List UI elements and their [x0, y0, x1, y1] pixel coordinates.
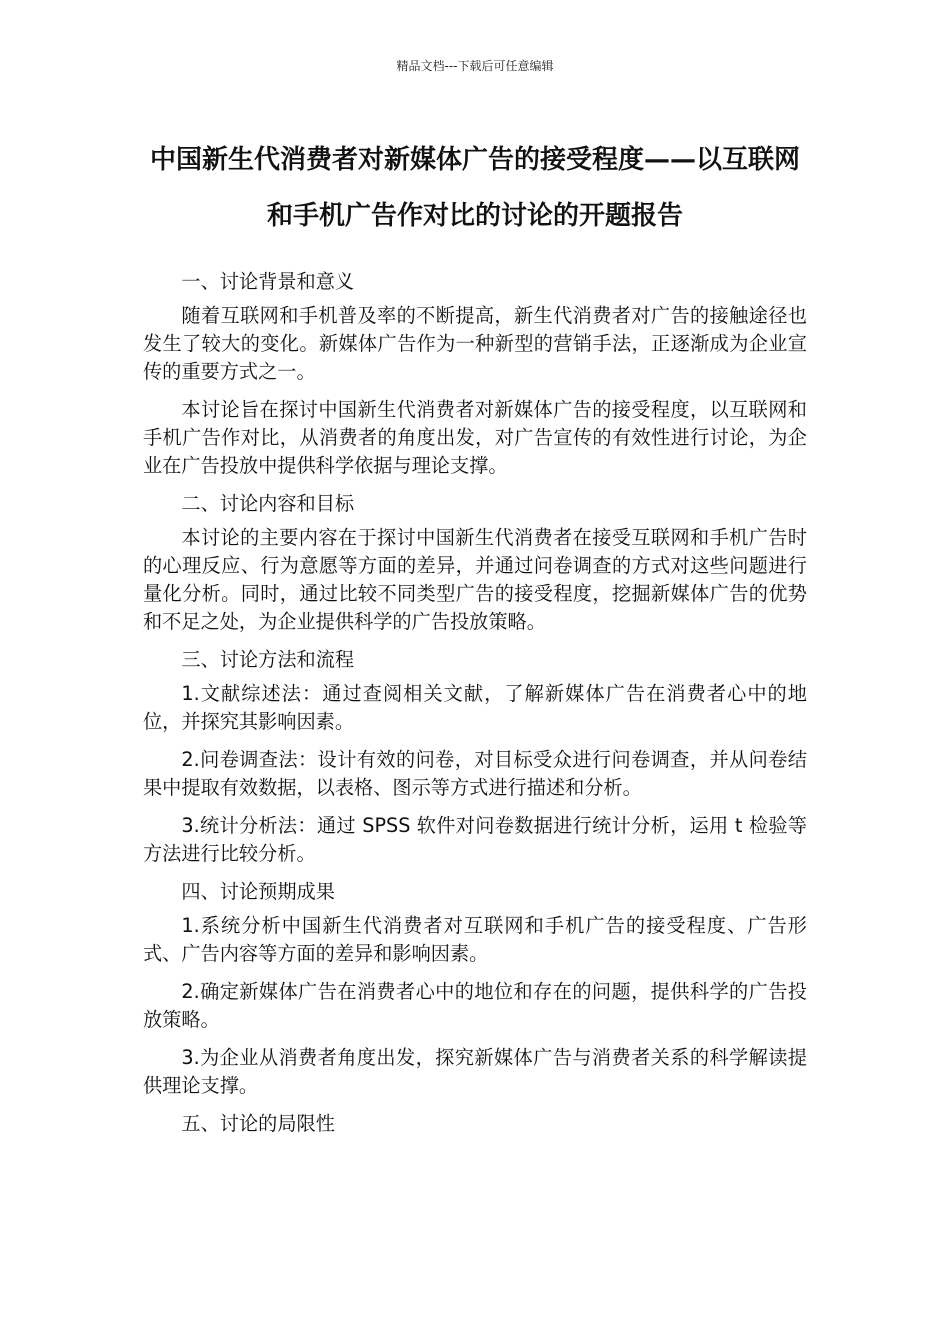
section-heading: 五、讨论的局限性: [181, 1112, 335, 1135]
section-heading: 二、讨论内容和目标: [181, 492, 355, 515]
paragraph: 3.为企业从消费者角度出发，探究新媒体广告与消费者关系的科学解读提供理论支撑。: [143, 1046, 807, 1097]
section-heading: 四、讨论预期成果: [181, 880, 335, 903]
paragraph: 3.统计分析法：通过 SPSS 软件对问卷数据进行统计分析，运用 t 检验等方法进行比较分析。: [143, 814, 807, 865]
section-heading: 一、讨论背景和意义: [181, 270, 355, 293]
document-body: [143, 268, 807, 1144]
header-note: 精品文档---下载后可任意编辑: [396, 59, 554, 73]
paragraph: 1.文献综述法：通过查阅相关文献，了解新媒体广告在消费者心中的地位，并探究其影响因素。: [143, 682, 807, 733]
paragraph: 本讨论的主要内容在于探讨中国新生代消费者在接受互联网和手机广告时的心理反应、行为意愿等方面的差异，并通过问卷调查的方式对这些问题进行量化分析。同时，通过比较不同类型广告的接受程度，挖掘新媒体广告的优势和不足之处，为企业提供科学的广告投放策略。: [143, 526, 807, 633]
paragraph: 随着互联网和手机普及率的不断提高，新生代消费者对广告的接触途径也发生了较大的变化。新媒体广告作为一种新型的营销手法，正逐渐成为企业宣传的重要方式之一。: [143, 304, 807, 383]
section-heading: 三、讨论方法和流程: [181, 648, 355, 671]
document-title: 中国新生代消费者对新媒体广告的接受程度——以互联网和手机广告作对比的讨论的开题报告: [149, 145, 800, 231]
paragraph: 2.确定新媒体广告在消费者心中的地位和存在的问题，提供科学的广告投放策略。: [143, 980, 807, 1031]
paragraph: 本讨论旨在探讨中国新生代消费者对新媒体广告的接受程度，以互联网和手机广告作对比，从消费者的角度出发，对广告宣传的有效性进行讨论，为企业在广告投放中提供科学依据与理论支撑。: [143, 398, 807, 477]
paragraph: 2.问卷调查法：设计有效的问卷，对目标受众进行问卷调查，并从问卷结果中提取有效数据，以表格、图示等方式进行描述和分析。: [143, 748, 807, 799]
paragraph: 1.系统分析中国新生代消费者对互联网和手机广告的接受程度、广告形式、广告内容等方面的差异和影响因素。: [143, 914, 807, 965]
